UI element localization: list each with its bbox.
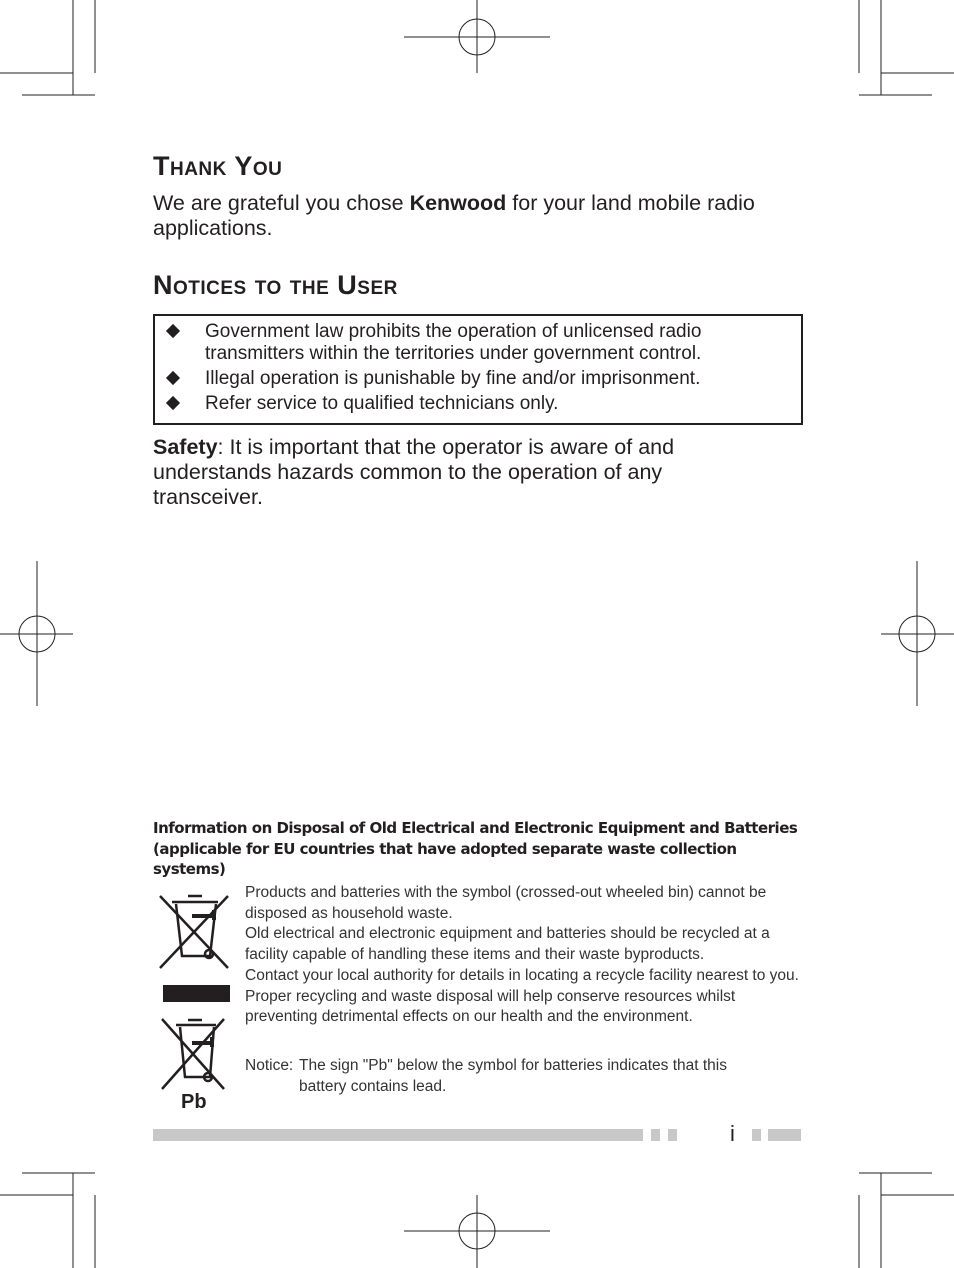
notice-text: The sign "Pb" below the symbol for batteries indicates that this battery contains lead. [299,1057,727,1095]
footer-bar-segment [752,1129,761,1141]
notice-label: Notice: [245,1057,294,1074]
disposal-paragraph: Contact your local authority for details in locating a recycle facility nearest to you. [245,966,799,984]
crossed-out-wheeled-bin-pb-icon [158,1015,233,1093]
safety-label: Safety [153,435,218,459]
safety-body: : It is important that the operator is aware of and understands hazards common to the operation of any transceiver. [153,435,675,509]
crossed-out-wheeled-bin-icon [158,890,233,1005]
pb-label: Pb [181,1091,207,1113]
safety-text [153,435,753,510]
diamond-bullet-icon [166,324,180,338]
disposal-paragraph: Products and batteries with the symbol (crossed-out wheeled bin) cannot be disposed as household waste. [245,884,767,922]
notice-item-text: Government law prohibits the operation of unlicensed radio transmitters within the territories under government control. [205,321,702,364]
notice-item-text: Refer service to qualified technicians only. [205,393,559,414]
disposal-title: Information on Disposal of Old Electrical and Electronic Equipment and Batteries (applicable for EU countries that have adopted separate waste collection systems) [153,819,798,878]
notice-box [153,314,803,425]
notice-item [205,393,795,415]
disposal-paragraph: Old electrical and electronic equipment and batteries should be recycled at a facility capable of handling these items and their waste byproducts. [245,925,770,964]
thank-you-text [153,191,813,241]
page-number: i [730,1121,735,1146]
thank-you-heading: Thank You [153,151,283,181]
notice-item [205,321,795,365]
diamond-bullet-icon [166,371,180,385]
disposal-text [245,883,805,1028]
disposal-paragraph: Proper recycling and waste disposal will help conserve resources whilst preventing detrimental effects on our health and the environment. [245,987,736,1026]
diamond-bullet-icon [166,396,180,410]
footer-bar-segment [651,1129,660,1141]
thank-you-text-start: We are grateful you chose [153,191,410,215]
notice-item [205,368,795,390]
notices-heading: Notices to the User [153,270,398,300]
footer-bar-segment [668,1129,677,1141]
footer-bar-segment [768,1129,801,1141]
thank-you-text-end: for your land mobile radio applications. [153,191,755,240]
brand-name: Kenwood [409,191,507,215]
footer-bar [153,1129,643,1141]
notice-item-text: Illegal operation is punishable by fine and/or imprisonment. [205,368,701,389]
